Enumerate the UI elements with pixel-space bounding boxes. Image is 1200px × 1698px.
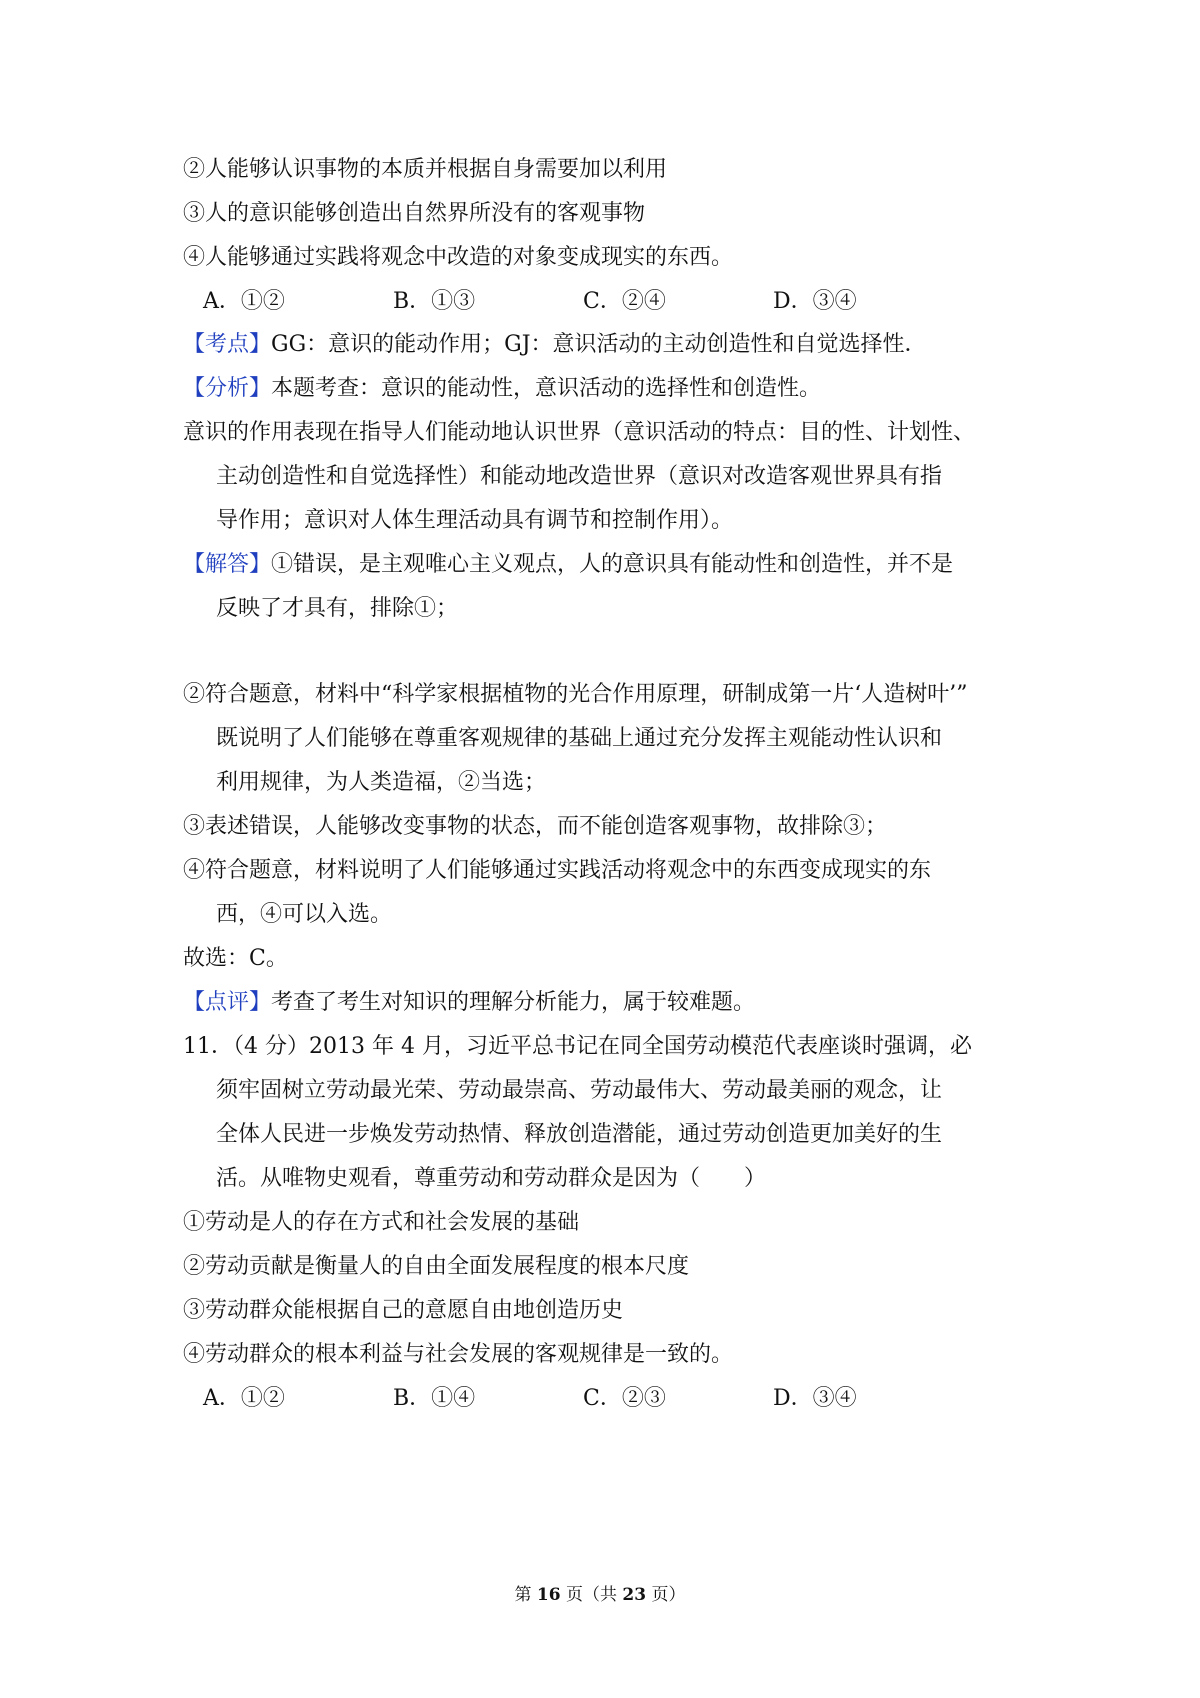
statement-4: ④人能够通过实践将观念中改造的对象变成现实的东西。 (183, 245, 734, 270)
question-11-stem: 全体人民进一步焕发劳动热情、释放创造潜能，通过劳动创造更加美好的生 (216, 1122, 943, 1147)
kaodian-line (183, 330, 927, 360)
option-c: C．②④ (583, 289, 666, 314)
footer-middle: 页（共 (566, 1585, 617, 1605)
paragraph-line: 主动创造性和自觉选择性）和能动地改造世界（意识对改造客观世界具有指 (216, 464, 943, 489)
statement-3: ③人的意识能够创造出自然界所没有的客观事物 (183, 201, 646, 226)
point-2-line: ②符合题意，材料中“科学家根据植物的光合作用原理，研制成第一片‘人造树叶’” (183, 682, 968, 707)
point-4-line: ④符合题意，材料说明了人们能够通过实践活动将观念中的东西变成现实的东 (183, 858, 932, 883)
jieda-line-2: 反映了才具有，排除①； (216, 596, 459, 621)
q11-option-a: A．①② (203, 1386, 285, 1411)
dianping-line (183, 988, 755, 1018)
q11-statement-4: ④劳动群众的根本利益与社会发展的客观规律是一致的。 (183, 1342, 734, 1367)
q11-option-b: B．①④ (393, 1386, 476, 1411)
question-11-stem: 须牢固树立劳动最光荣、劳动最崇高、劳动最伟大、劳动最美丽的观念，让 (216, 1078, 943, 1103)
page-number: 16 (536, 1585, 561, 1605)
point-4-line: 西，④可以入选。 (216, 902, 393, 927)
point-3-line: ③表述错误，人能够改变事物的状态，而不能创造客观事物，故排除③； (183, 814, 888, 839)
footer-prefix: 第 (514, 1585, 532, 1605)
jieda-tag: 【解答】 (183, 552, 272, 577)
point-2-line: 既说明了人们能够在尊重客观规律的基础上通过充分发挥主观能动性认识和 (216, 726, 943, 751)
total-pages: 23 (622, 1585, 647, 1605)
fenxi-tag: 【分析】 (183, 376, 272, 401)
q11-option-c: C．②③ (583, 1386, 666, 1411)
option-d: D．③④ (773, 289, 857, 314)
paragraph-line: 意识的作用表现在指导人们能动地认识世界（意识活动的特点：目的性、计划性、 (183, 420, 976, 445)
jieda-line (183, 550, 953, 580)
kaodian-tag: 【考点】 (183, 332, 272, 357)
q11-statement-3: ③劳动群众能根据自己的意愿自由地创造历史 (183, 1298, 624, 1323)
paragraph-line: 导作用；意识对人体生理活动具有调节和控制作用）。 (216, 508, 734, 533)
dianping-text: 考查了考生对知识的理解分析能力，属于较难题。 (271, 990, 756, 1015)
kaodian-text: GG：意识的能动作用；GJ：意识活动的主动创造性和自觉选择性． (271, 332, 927, 357)
jieda-text: ①错误，是主观唯心主义观点，人的意识具有能动性和创造性，并不是 (271, 552, 954, 577)
q11-statement-1: ①劳动是人的存在方式和社会发展的基础 (183, 1210, 580, 1235)
fenxi-line (183, 374, 821, 404)
option-a: A．①② (203, 289, 285, 314)
q11-statement-2: ②劳动贡献是衡量人的自由全面发展程度的根本尺度 (183, 1254, 690, 1279)
dianping-tag: 【点评】 (183, 990, 272, 1015)
fenxi-text: 本题考查：意识的能动性，意识活动的选择性和创造性。 (271, 376, 822, 401)
point-2-line: 利用规律，为人类造福，②当选； (216, 770, 547, 795)
statement-2: ②人能够认识事物的本质并根据自身需要加以利用 (183, 157, 668, 182)
answer-line: 故选：C。 (183, 946, 288, 971)
question-11-stem: 11．（4 分）2013 年 4 月，习近平总书记在同全国劳动模范代表座谈时强调，必 (183, 1034, 972, 1059)
option-b: B．①③ (393, 289, 476, 314)
question-11-stem: 活。从唯物史观看，尊重劳动和劳动群众是因为（ ） (216, 1166, 767, 1191)
q11-option-d: D．③④ (773, 1386, 857, 1411)
page-footer (0, 1583, 1200, 1607)
footer-suffix: 页） (651, 1585, 686, 1605)
